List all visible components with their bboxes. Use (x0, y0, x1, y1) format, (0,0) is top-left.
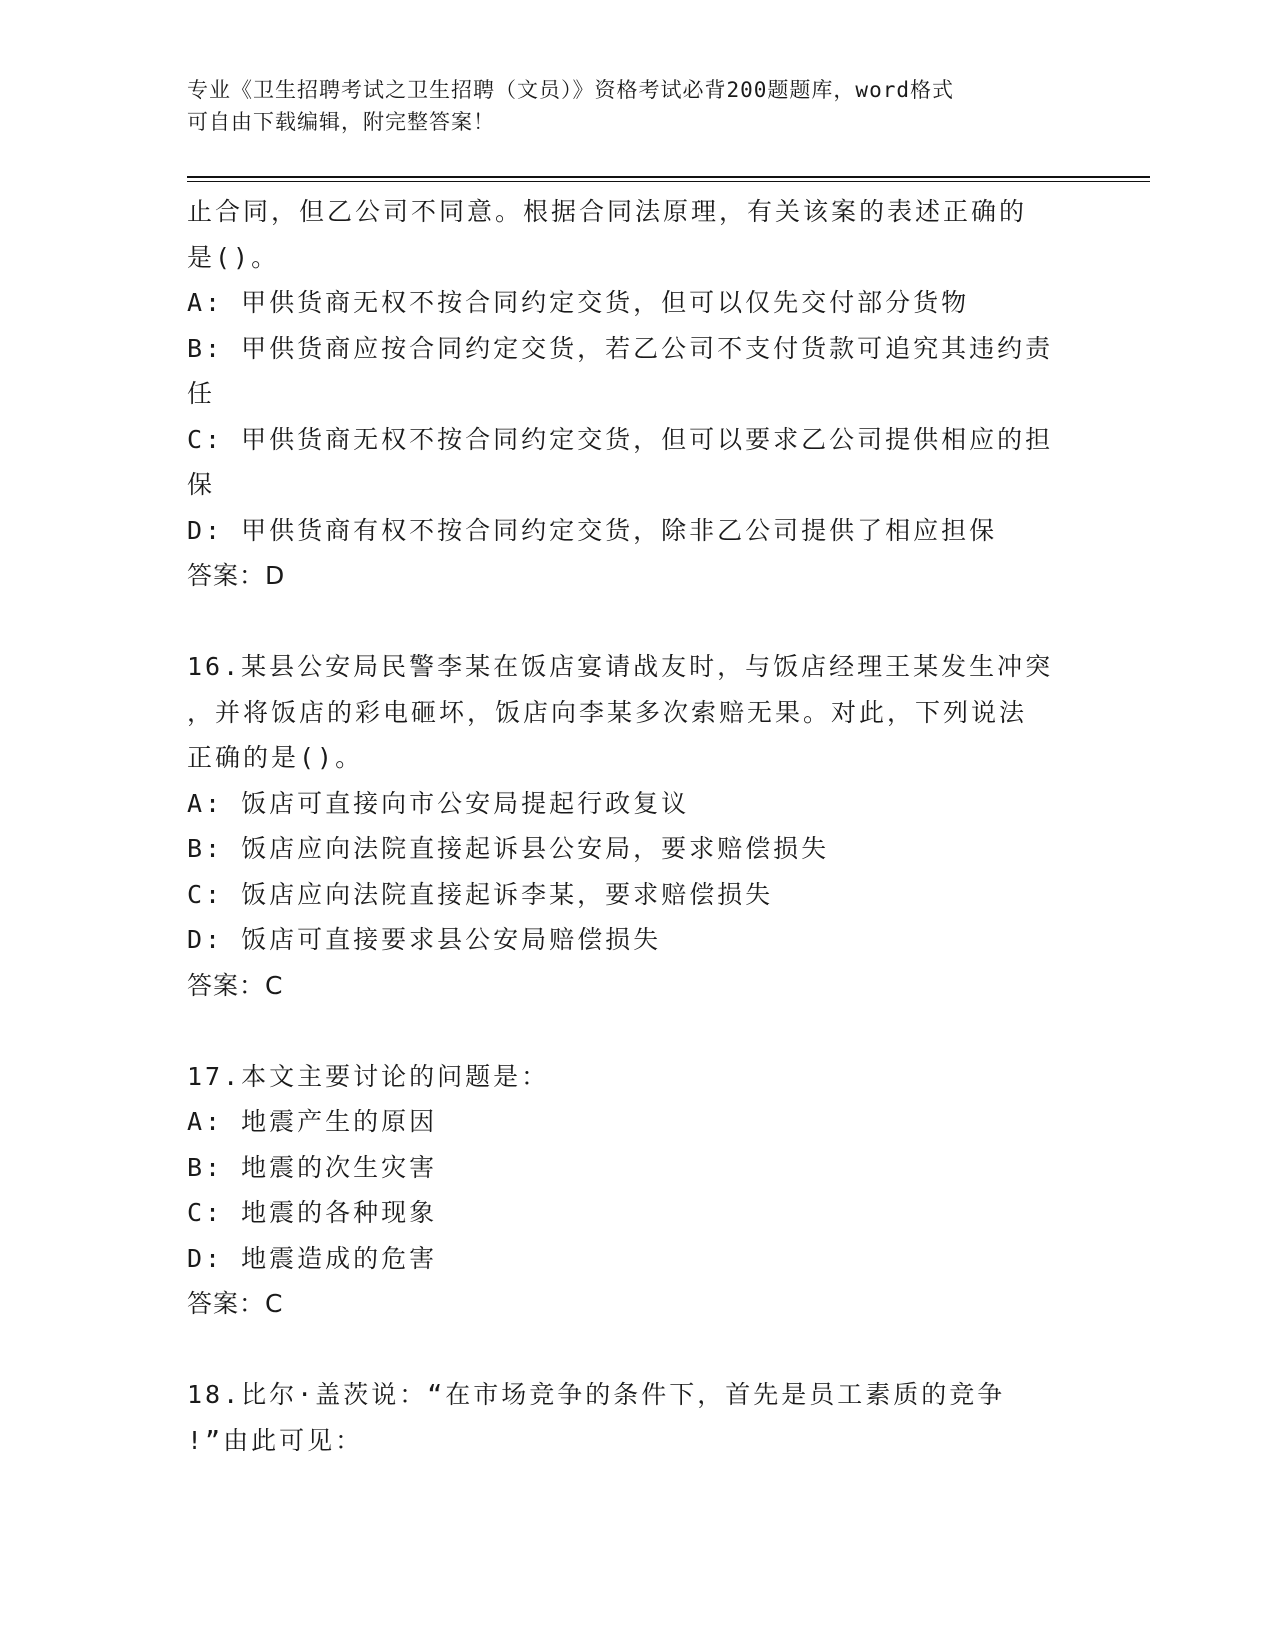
question-stem-line: 正确的是()。 (187, 743, 364, 772)
page-header (187, 74, 1087, 138)
option-b: B: 饭店应向法院直接起诉县公安局，要求赔偿损失 (187, 834, 830, 863)
question-15 (187, 189, 1087, 599)
option-a: A: 地震产生的原因 (187, 1107, 438, 1136)
question-17 (187, 1054, 1087, 1327)
question-stem-line: 是()。 (187, 242, 280, 272)
question-16 (187, 644, 1087, 1008)
answer-line: 答案：D (187, 561, 286, 590)
option-d: D: 甲供货商有权不按合同约定交货，除非乙公司提供了相应担保 (187, 515, 998, 545)
option-d: D: 地震造成的危害 (187, 1243, 438, 1273)
spacer (187, 1008, 1087, 1054)
question-stem-line: 止合同，但乙公司不同意。根据合同法原理，有关该案的表述正确的 (187, 197, 1028, 226)
answer-line: 答案：C (187, 970, 284, 1000)
question-stem-line: 18.比尔·盖茨说：“在市场竞争的条件下，首先是员工素质的竞争 (187, 1380, 1006, 1409)
spacer (187, 599, 1087, 645)
header-divider-thin (187, 181, 1150, 182)
option-c: C: 饭店应向法院直接起诉李某，要求赔偿损失 (187, 879, 774, 909)
question-content (187, 189, 1087, 1463)
option-d: D: 饭店可直接要求县公安局赔偿损失 (187, 925, 662, 954)
question-stem-line: !”由此可见： (187, 1425, 364, 1455)
question-stem-line: 16.某县公安局民警李某在饭店宴请战友时，与饭店经理王某发生冲突 (187, 652, 1054, 681)
answer-line: 答案：C (187, 1289, 284, 1318)
spacer (187, 1327, 1087, 1373)
header-divider-thick (187, 176, 1150, 178)
option-b-continued: 任 (187, 379, 216, 408)
option-b: B: 地震的次生灾害 (187, 1152, 438, 1182)
option-c-continued: 保 (187, 470, 216, 499)
option-b: B: 甲供货商应按合同约定交货，若乙公司不支付货款可追究其违约责 (187, 333, 1054, 363)
header-title-line-2: 可自由下载编辑，附完整答案！ (187, 110, 495, 134)
option-a: A: 甲供货商无权不按合同约定交货，但可以仅先交付部分货物 (187, 288, 970, 317)
option-c: C: 地震的各种现象 (187, 1198, 438, 1227)
header-title-line-1: 专业《卫生招聘考试之卫生招聘（文员）》资格考试必背200题题库，word格式 (187, 78, 954, 102)
question-stem-line: 17.本文主要讨论的问题是： (187, 1061, 550, 1091)
option-a: A: 饭店可直接向市公安局提起行政复议 (187, 788, 690, 818)
question-18 (187, 1372, 1087, 1463)
option-c: C: 甲供货商无权不按合同约定交货，但可以要求乙公司提供相应的担 (187, 424, 1054, 454)
question-stem-line: ，并将饭店的彩电砸坏，饭店向李某多次索赔无果。对此，下列说法 (187, 697, 1028, 727)
